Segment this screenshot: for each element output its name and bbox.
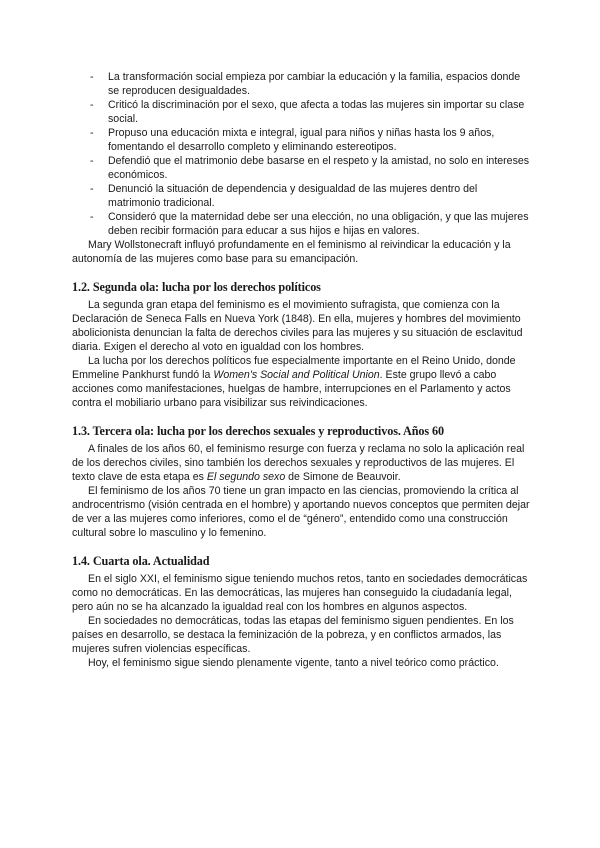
list-item — [72, 210, 532, 238]
list-item — [72, 98, 532, 126]
list-item — [72, 126, 532, 154]
wspu-title: Women's Social and Political Union — [213, 369, 380, 381]
third-wave-paragraph-2: El feminismo de los años 70 tiene un gran impacto en las ciencias, promoviendo la crítica al androcentrismo (visión centrada en el hombre) y aportando nuevos conceptos que permiten dejar de ver a las mujeres como inferiores, como el de “género”, entendido como una construcción cultural sobre lo masculino y lo femenino. — [72, 485, 530, 539]
section-heading-second-wave: 1.2. Segunda ola: lucha por los derechos políticos — [72, 280, 321, 294]
list-item-text: Propuso una educación mixta e integral, igual para niños y niñas hasta los 9 años, fomentando el desarrollo completo y eliminando estereotipos. — [108, 127, 495, 153]
fourth-wave-paragraph-3: Hoy, el feminismo sigue siendo plenamente vigente, tanto a nivel teórico como práctico. — [88, 657, 499, 669]
fourth-wave-paragraph-1: En el siglo XXI, el feminismo sigue teniendo muchos retos, tanto en sociedades democráticas como no democráticas. En las democráticas, las mujeres han conseguido la ciudadanía legal, pero aún no se ha alcanzado la igualdad real con los hombres en algunos aspectos. — [72, 573, 528, 613]
wollstonecraft-ideas-list — [72, 70, 532, 238]
list-item — [72, 154, 532, 182]
section-heading-third-wave: 1.3. Tercera ola: lucha por los derechos sexuales y reproductivos. Años 60 — [72, 424, 445, 438]
list-item-text: La transformación social empieza por cambiar la educación y la familia, espacios donde se reproducen desigualdades. — [108, 71, 521, 97]
book-title: El segundo sexo — [206, 471, 286, 483]
list-item-text: Denunció la situación de dependencia y desigualdad de las mujeres dentro del matrimonio tradicional. — [108, 183, 478, 209]
bullet-marker: - — [90, 211, 94, 223]
third-wave-paragraph-1 — [72, 442, 532, 484]
list-item-text: Criticó la discriminación por el sexo, que afecta a todas las mujeres sin importar su clase social. — [108, 99, 525, 125]
section-heading-fourth-wave: 1.4. Cuarta ola. Actualidad — [72, 554, 210, 568]
second-wave-paragraph-2 — [72, 354, 532, 410]
second-wave-paragraph-1: La segunda gran etapa del feminismo es el movimiento sufragista, que comienza con la Declaración de Seneca Falls en Nueva York (1848). En ella, mujeres y hombres del movimiento abolicionista denuncian la falta de derechos civiles para las mujeres y su situación de esclavitud diaria. Exigen el derecho al voto en igualdad con los hombres. — [72, 299, 523, 353]
list-item-text: Consideró que la maternidad debe ser una elección, no una obligación, y que las mujeres deben recibir formación para educar a sus hijos e hijas en valores. — [108, 211, 529, 237]
bullet-marker: - — [90, 183, 94, 195]
list-item — [72, 182, 532, 210]
list-item — [72, 70, 532, 98]
text-run: de Simone de Beauvoir. — [285, 471, 401, 483]
bullet-marker: - — [90, 71, 94, 83]
list-item-text: Defendió que el matrimonio debe basarse en el respeto y la amistad, no solo en intereses económicos. — [108, 155, 530, 181]
text-run: . Este grupo llevó a cabo acciones como manifestaciones, huelgas de hambre, interrupciones en el Parlamento y actos contra el mobiliario urbano para visibilizar sus reivindicaciones. — [72, 369, 511, 409]
bullet-marker: - — [90, 155, 94, 167]
text-run: La lucha por los derechos políticos fue especialmente importante en el Reino Unido, donde Emmeline Pankhurst fundó la — [72, 355, 516, 381]
wollstonecraft-conclusion: Mary Wollstonecraft influyó profundamente en el feminismo al reivindicar la educación y la autonomía de las mujeres como base para su emancipación. — [72, 239, 511, 265]
bullet-marker: - — [90, 127, 94, 139]
text-run: A finales de los años 60, el feminismo resurge con fuerza y reclama no solo la aplicación real de los derechos civiles, sino también los derechos sexuales y reproductivos de las mujeres. El texto clave de esta etapa es — [72, 443, 525, 483]
fourth-wave-paragraph-2: En sociedades no democráticas, todas las etapas del feminismo siguen pendientes. En los países en desarrollo, se destaca la feminización de la pobreza, y en conflictos armados, las mujeres sufren violencias específicas. — [72, 615, 514, 655]
page-content — [72, 70, 532, 670]
bullet-marker: - — [90, 99, 94, 111]
